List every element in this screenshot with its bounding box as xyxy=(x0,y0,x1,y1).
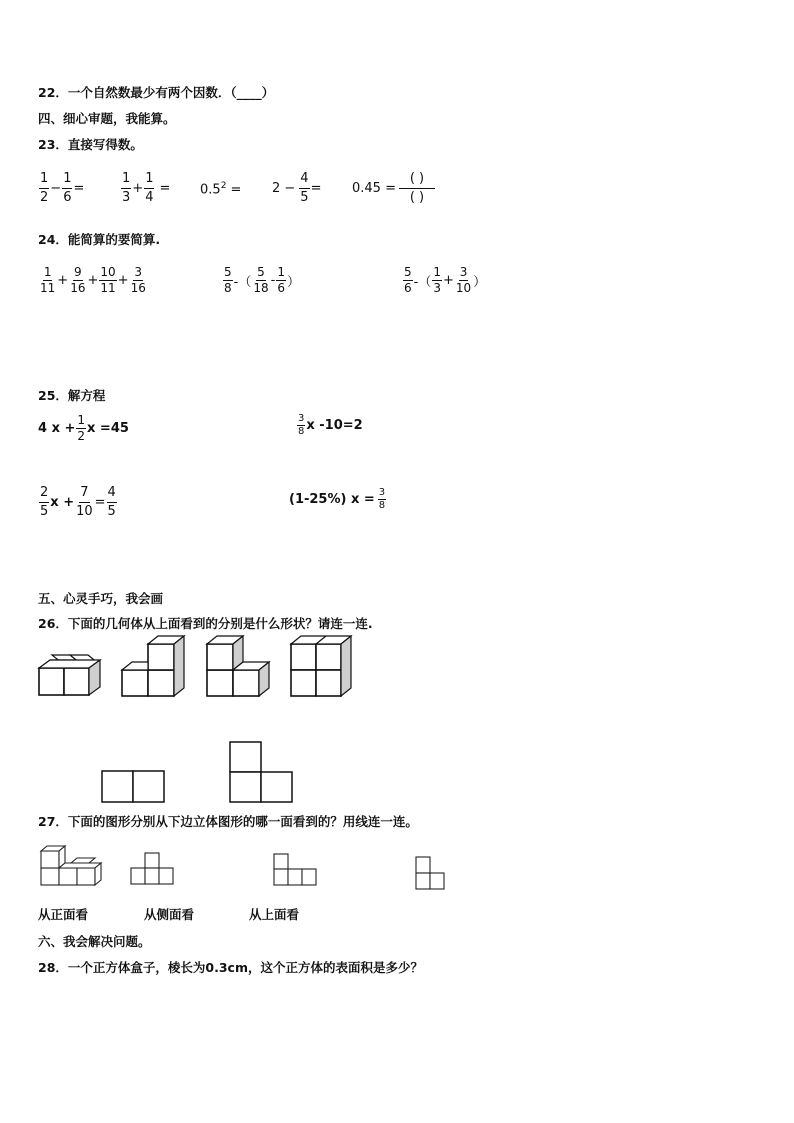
q27-solid xyxy=(41,846,101,885)
q25-equation-2: $\frac{3}{8}$ x -10=2 xyxy=(298,413,363,437)
question-23-title: 23．直接写得数。 xyxy=(38,137,143,152)
q27-view-2 xyxy=(274,854,316,885)
question-28: 28．一个正方体盒子，棱长为0.3cm，这个正方体的表面积是多少？ xyxy=(38,960,423,975)
question-27-title: 27．下面的图形分别从下边立体图形的哪一面看到的？用线连一连。 xyxy=(38,814,418,829)
q23-expr-5: 0.45 = $\frac{( )}{( )}$ xyxy=(352,170,436,207)
q25-equation-4: (1-25%) x = $\frac{3}{8}$ xyxy=(289,487,386,511)
section-4-title: 四、细心审题，我能算。 xyxy=(38,111,176,126)
q27-label-side: 从侧面看 xyxy=(144,907,195,922)
q23-expr-2: $\frac{1}{3}$ + $\frac{1}{4}$ = xyxy=(122,171,171,205)
section-5-title: 五、心灵手巧，我会画 xyxy=(38,591,164,606)
q24-expr-3: $\frac{5}{6}$ -（ $\frac{1}{3}$ + $\frac{3}{10}$ ） xyxy=(404,265,487,295)
q25-equation-3: $\frac{2}{5}$ x + $\frac{7}{10}$ = $\frac{4}{5}$ xyxy=(40,485,116,519)
question-24-title: 24．能简算的要简算. xyxy=(38,232,161,247)
q25-equation-1: 4 x + $\frac{1}{2}$ x =45 xyxy=(38,413,129,443)
q23-expr-4: 2 − $\frac{4}{5}$ = xyxy=(272,171,322,205)
section-6-title: 六、我会解决问题。 xyxy=(38,934,151,949)
question-26-title: 26．下面的几何体从上面看到的分别是什么形状？请连一连. xyxy=(38,616,373,631)
q24-expr-1: $\frac{1}{11}$ + $\frac{9}{16}$ + $\frac{10}{11}$ + $\frac{3}{16}$ xyxy=(40,265,146,295)
q23-expr-3: $0.5^2$ = xyxy=(200,181,242,198)
q23-expr-1: $\frac{1}{2}$ − $\frac{1}{6}$ = xyxy=(40,171,85,205)
q27-view-1 xyxy=(131,853,173,884)
q27-label-top: 从上面看 xyxy=(249,907,300,922)
q27-view-3 xyxy=(416,857,444,889)
question-22: 22．一个自然数最少有两个因数．（____） xyxy=(38,85,275,100)
q27-label-front: 从正面看 xyxy=(38,907,89,922)
question-25-title: 25．解方程 xyxy=(38,388,106,403)
q24-expr-2: $\frac{5}{8}$ -（ $\frac{5}{18}$ - $\frac{1}{6}$ ） xyxy=(224,265,300,295)
